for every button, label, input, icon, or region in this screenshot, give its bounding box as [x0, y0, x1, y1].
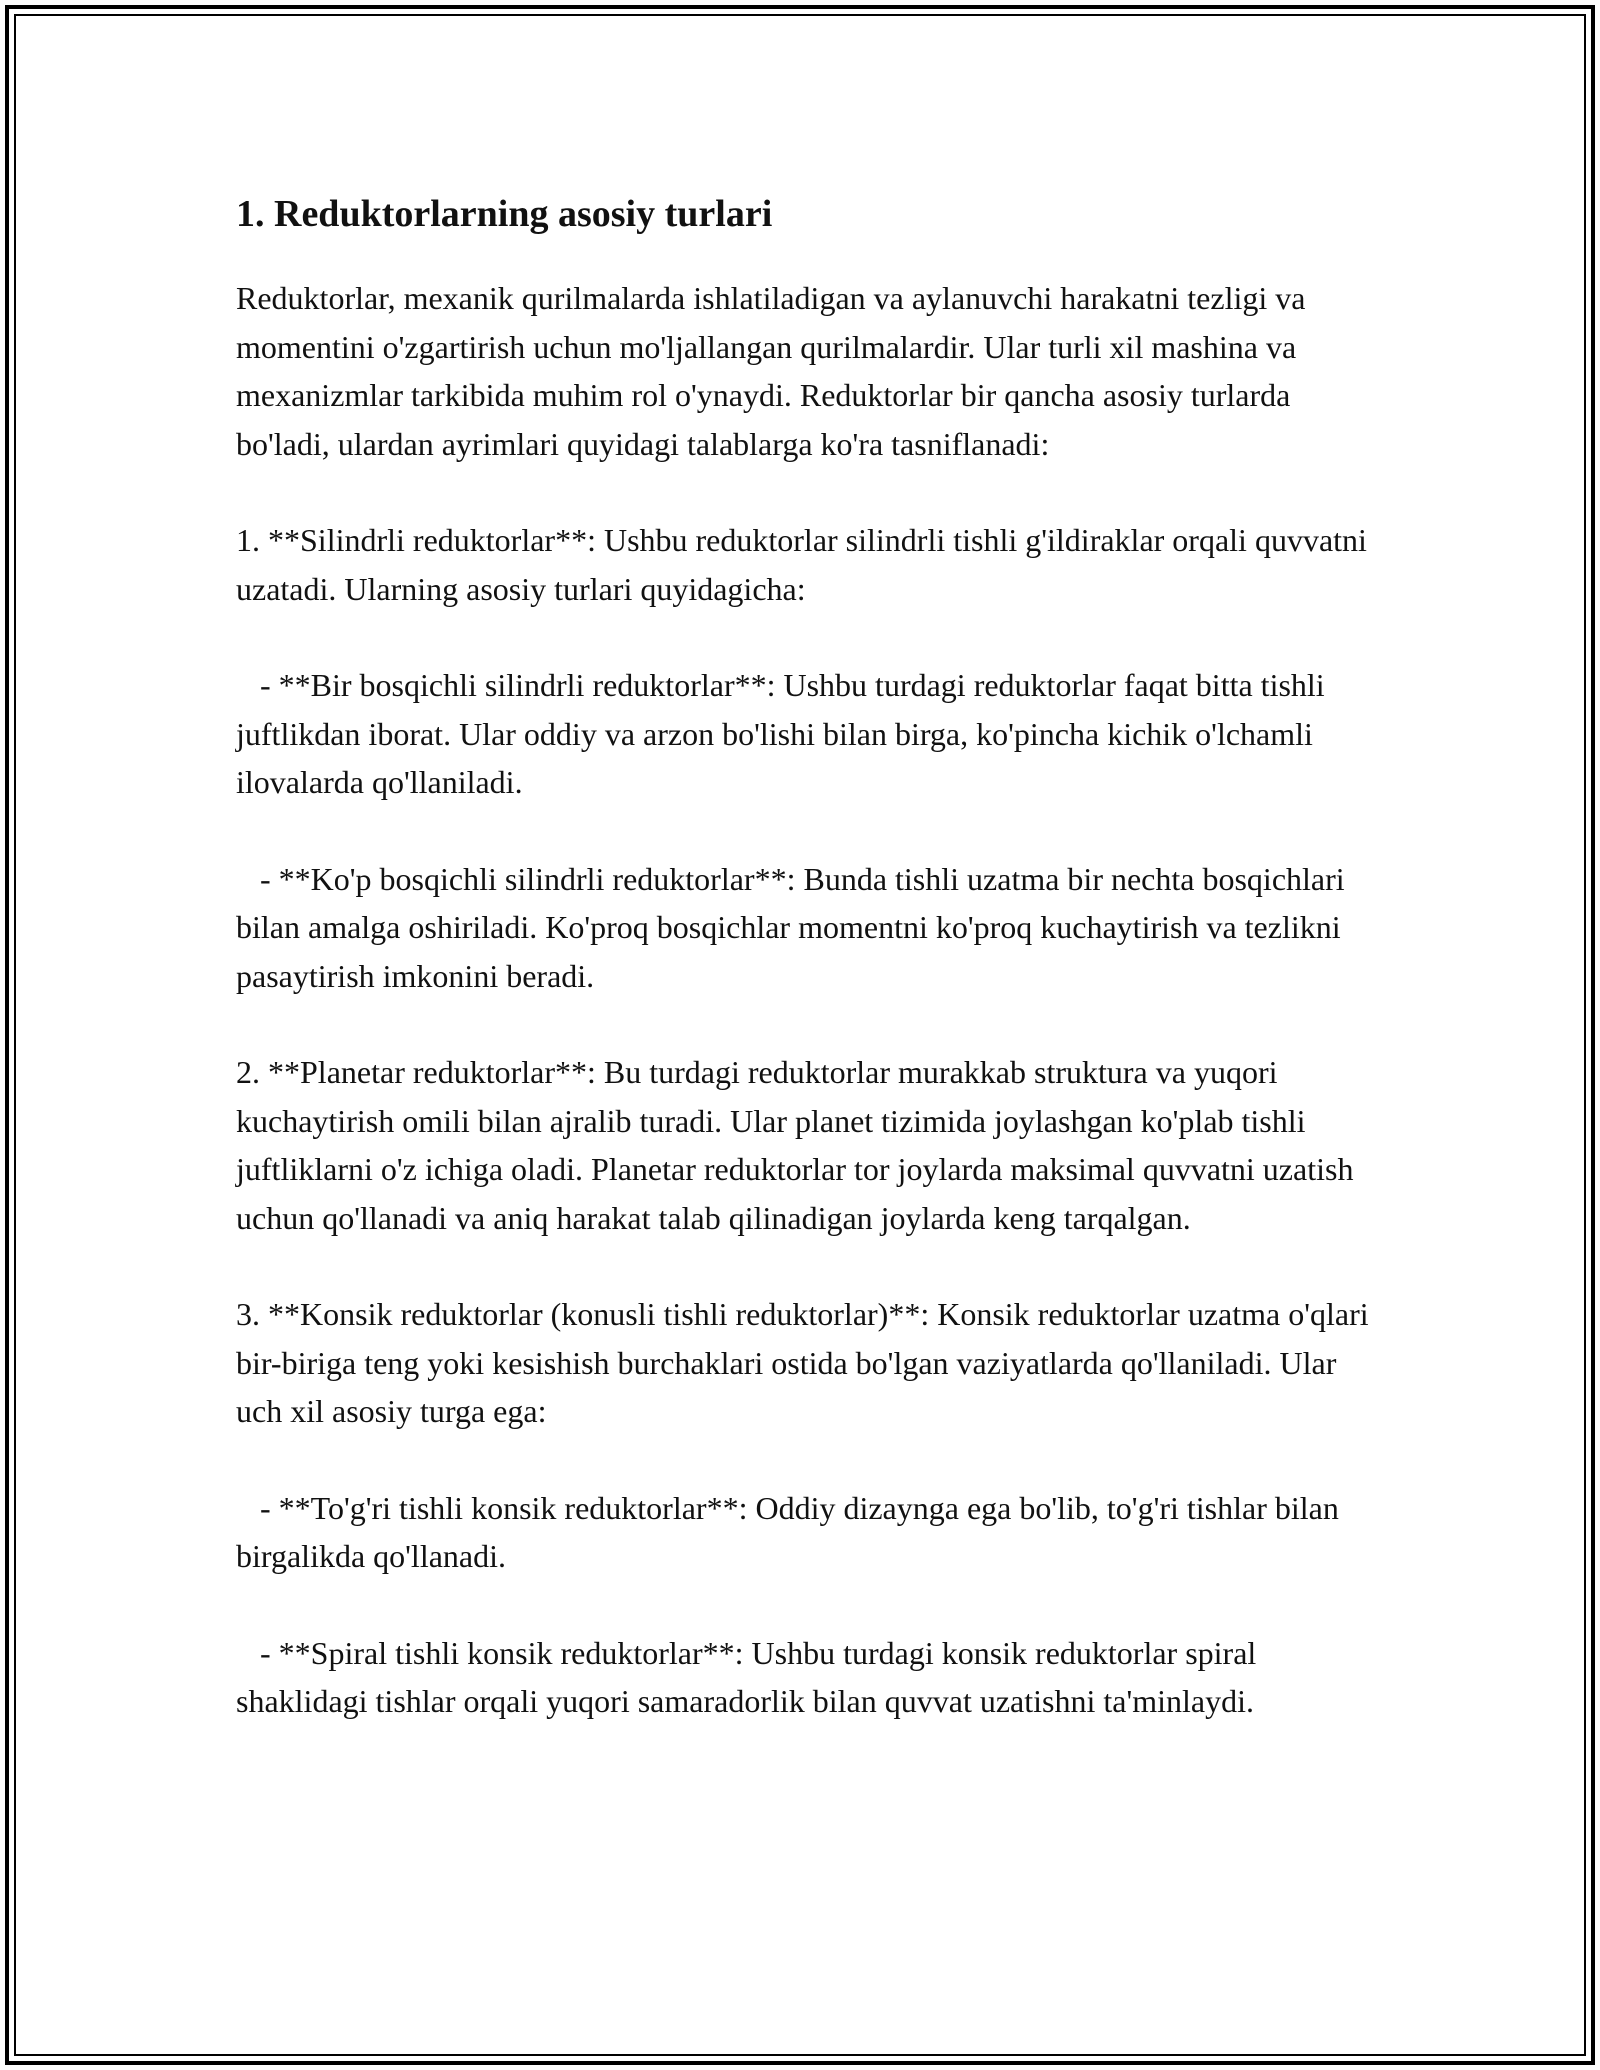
paragraph-straight-bevel: - **To'g'ri tishli konsik reduktorlar**: Oddiy dizaynga ega bo'lib, to'g'ri tishlar bilan birgalikda qo'llanadi. [236, 1489, 1347, 1574]
paragraph-cylindrical-reducers: 1. **Silindrli reduktorlar**: Ushbu reduktorlar silindrli tishli g'ildiraklar orqali quvvatni uzatadi. Ularning asosiy turlari quyidagicha: [236, 522, 1375, 607]
paragraph-single-stage: - **Bir bosqichli silindrli reduktorlar**: Ushbu turdagi reduktorlar faqat bitta tishli juftlikdan iborat. Ular oddiy va arzon bo'lishi bilan birga, ko'pincha kichik o'lchamli ilovalarda qo'llaniladi. [236, 667, 1333, 800]
intro-paragraph: Reduktorlar, mexanik qurilmalarda ishlatiladigan va aylanuvchi harakatni tezligi va momentini o'zgartirish uchun mo'ljallangan qurilmalardir. Ular turli xil mashina va mexanizmlar tarkibida muhim rol o'ynaydi. Reduktorlar bir qancha asosiy turlarda bo'ladi, ulardan ayrimlari quyidagi talablarga ko'ra tasniflanadi: [236, 280, 1314, 462]
paragraph-bevel-reducers: 3. **Konsik reduktorlar (konusli tishli reduktorlar)**: Konsik reduktorlar uzatma o'qlari bir-biriga teng yoki kesishish burchaklari ostida bo'lgan vaziyatlarda qo'llaniladi. Ular uch xil asosiy turga ega: [236, 1296, 1377, 1429]
section-heading: 1. Reduktorlarning asosiy turlari [236, 193, 773, 235]
document-body [236, 186, 1376, 1774]
paragraph-multi-stage: - **Ko'p bosqichli silindrli reduktorlar**: Bunda tishli uzatma bir nechta bosqichlari bilan amalga oshiriladi. Ko'proq bosqichlar momentni ko'proq kuchaytirish va tezlikni pasaytirish imkonini beradi. [236, 860, 1353, 994]
paragraph-planetary-reducers: 2. **Planetar reduktorlar**: Bu turdagi reduktorlar murakkab struktura va yuqori kuchaytirish omili bilan ajralib turadi. Ular planet tizimida joylashgan ko'plab tishli juftliklarni o'z ichiga oladi. Planetar reduktorlar tor joylarda maksimal quvvatni uzatish uchun qo'llanadi va aniq harakat talab qilinadigan joylarda keng tarqalgan. [236, 1054, 1362, 1236]
paragraph-spiral-bevel: - **Spiral tishli konsik reduktorlar**: Ushbu turdagi konsik reduktorlar spiral shaklidagi tishlar orqali yuqori samaradorlik bilan quvvat uzatishni ta'minlaydi. [236, 1634, 1265, 1719]
